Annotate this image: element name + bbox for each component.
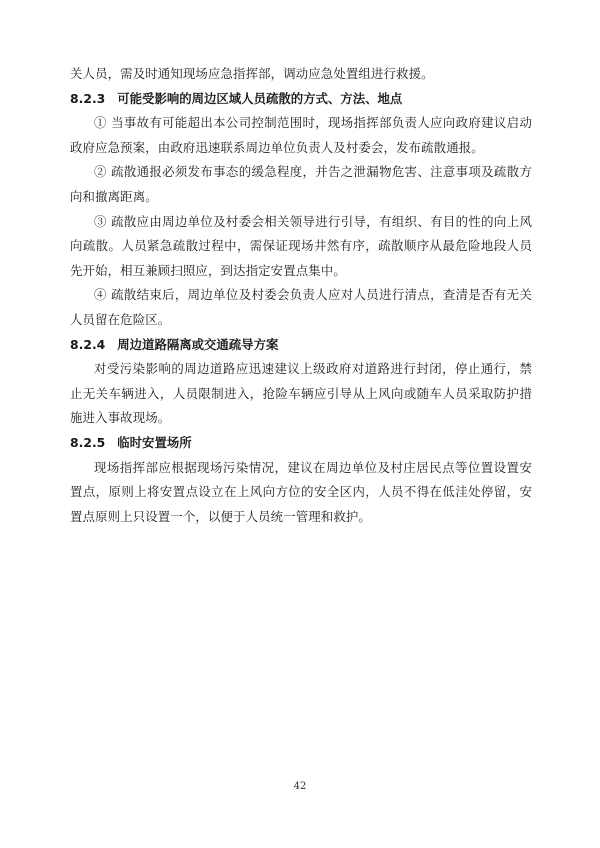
section-title: 周边道路隔离或交通疏导方案 [117, 336, 279, 352]
paragraph: 对受污染影响的周边道路应迅速建议上级政府对道路进行封闭，停止通行，禁止无关车辆进入，人员限制进入，抢险车辆应引导从上风向或随车人员采取防护措施进入事故现场。 [70, 361, 532, 426]
paragraph: 现场指挥部应根据现场污染情况，建议在周边单位及村庄居民点等位置设置安置点，原则上将安置点设立在上风向方位的安全区内，人员不得在低洼处停留，安置点原则上只设置一个，以便于人员统一管理和救护。 [70, 459, 532, 524]
paragraph: ② 疏散通报必须发布事态的缓急程度，并告之泄漏物危害、注意事项及疏散方向和撤离距离。 [70, 164, 532, 204]
section-8-2-5 [70, 431, 532, 529]
section-number: 8.2.5 [70, 434, 106, 450]
section-number: 8.2.3 [70, 90, 106, 106]
page-content [70, 62, 532, 529]
page-number: 42 [293, 781, 307, 792]
section-8-2-4 [70, 333, 532, 431]
section-title: 可能受影响的周边区域人员疏散的方式、方法、地点 [117, 90, 403, 106]
section-heading [70, 431, 532, 456]
section-8-2-3 [70, 87, 532, 333]
section-title: 临时安置场所 [117, 434, 192, 450]
section-number: 8.2.4 [70, 336, 106, 352]
paragraph: ④ 疏散结束后，周边单位及村委会负责人应对人员进行清点，查清是否有无关人员留在危险区。 [70, 287, 532, 327]
intro-fragment: 关人员，需及时通知现场应急指挥部，调动应急处置组进行救援。 [70, 66, 434, 81]
paragraph: ③ 疏散应由周边单位及村委会相关领导进行引导，有组织、有目的性的向上风向疏散。人员紧急疏散过程中，需保证现场井然有序，疏散顺序从最危险地段人员先开始，相互兼顾扫照应，到达指定安置点集中。 [70, 213, 532, 278]
section-heading [70, 333, 532, 358]
section-heading [70, 87, 532, 112]
paragraph: ① 当事故有可能超出本公司控制范围时，现场指挥部负责人应向政府建议启动政府应急预案，由政府迅速联系周边单位负责人及村委会，发布疏散通报。 [70, 115, 532, 155]
